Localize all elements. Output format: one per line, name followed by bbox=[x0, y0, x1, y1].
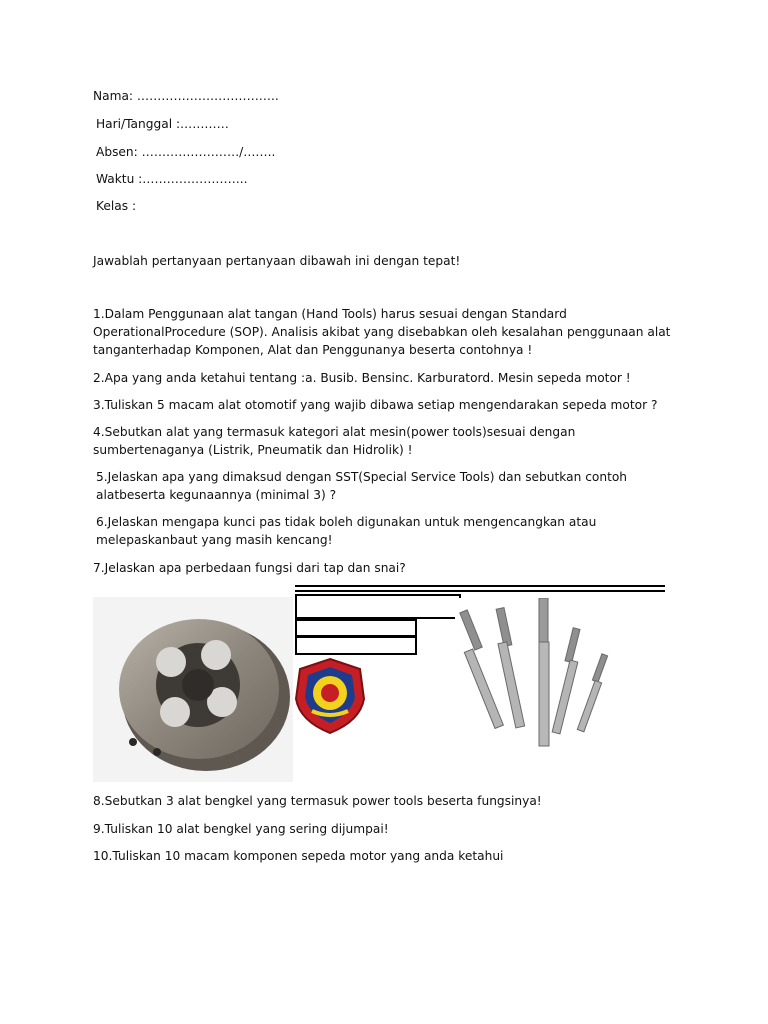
field-waktu: Waktu :…………………….. bbox=[96, 172, 248, 186]
divider-line-bottom bbox=[295, 590, 665, 592]
question-4: 4.Sebutkan alat yang termasuk kategori alat mesin(power tools)sesuai dengan sumbertenaganya (Listrik, Pneumatik dan Hidrolik) ! bbox=[93, 425, 576, 457]
header-box-small-1 bbox=[295, 619, 417, 637]
field-hari-tanggal: Hari/Tanggal :………… bbox=[96, 117, 229, 131]
tap-set-photo bbox=[455, 598, 615, 750]
instruction: Jawablah pertanyaan pertanyaan dibawah ini dengan tepat! bbox=[93, 254, 461, 268]
divider-line-top bbox=[295, 585, 665, 587]
question-9: 9.Tuliskan 10 alat bengkel yang sering dijumpai! bbox=[93, 822, 389, 836]
field-absen: Absen: ……………………/…….. bbox=[96, 145, 276, 159]
field-nama: Nama: …………………………….. bbox=[93, 89, 279, 103]
header-box-small-2 bbox=[295, 636, 417, 655]
header-box-large bbox=[295, 594, 461, 619]
question-7: 7.Jelaskan apa perbedaan fungsi dari tap dan snai? bbox=[93, 561, 406, 575]
school-emblem bbox=[292, 655, 368, 735]
question-10: 10.Tuliskan 10 macam komponen sepeda motor yang anda ketahui bbox=[93, 849, 504, 863]
threading-die-photo bbox=[93, 597, 293, 782]
field-kelas: Kelas : bbox=[96, 199, 137, 213]
question-6: 6.Jelaskan mengapa kunci pas tidak boleh digunakan untuk mengencangkan atau melepaskanbaut yang masih kencang! bbox=[96, 515, 597, 547]
question-2: 2.Apa yang anda ketahui tentang :a. Busib. Bensinc. Karburatord. Mesin sepeda motor ! bbox=[93, 371, 631, 385]
question-5: 5.Jelaskan apa yang dimaksud dengan SST(Special Service Tools) dan sebutkan contoh alatbeserta kegunaannya (minimal 3) ? bbox=[96, 470, 628, 502]
question-8: 8.Sebutkan 3 alat bengkel yang termasuk power tools beserta fungsinya! bbox=[93, 794, 542, 808]
question-1: 1.Dalam Penggunaan alat tangan (Hand Tools) harus sesuai dengan Standard OperationalProcedure (SOP). Analisis akibat yang disebabkan oleh kesalahan penggunaan alat tanganterhadap Komponen, Alat dan Penggunanya beserta contohnya ! bbox=[93, 307, 671, 357]
question-3: 3.Tuliskan 5 macam alat otomotif yang wajib dibawa setiap mengendarakan sepeda motor ? bbox=[93, 398, 658, 412]
